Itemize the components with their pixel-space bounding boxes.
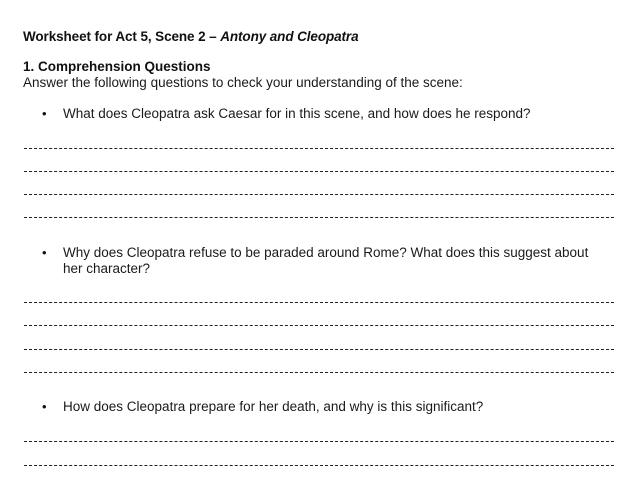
bullet-icon: • [42, 106, 47, 121]
answer-line-q2-3[interactable] [24, 349, 614, 350]
section-heading: 1. Comprehension Questions [23, 59, 211, 74]
question-3: How does Cleopatra prepare for her death, and why is this significant? [63, 399, 484, 414]
question-2: Why does Cleopatra refuse to be paraded around Rome? What does this suggest about her character? [63, 245, 589, 276]
answer-line-q1-1[interactable] [24, 148, 614, 149]
answer-line-q1-4[interactable] [24, 217, 614, 218]
answer-line-q1-3[interactable] [24, 194, 614, 195]
answer-line-q2-4[interactable] [24, 372, 614, 373]
question-1: What does Cleopatra ask Caesar for in this scene, and how does he respond? [63, 106, 531, 121]
worksheet-title [23, 29, 359, 44]
answer-line-q1-2[interactable] [24, 171, 614, 172]
bullet-icon: • [42, 399, 47, 414]
answer-line-q3-1[interactable] [24, 441, 614, 442]
answer-line-q2-1[interactable] [24, 302, 614, 303]
title-prefix: Worksheet for Act 5, Scene 2 – [23, 29, 221, 44]
answer-line-q2-2[interactable] [24, 325, 614, 326]
answer-line-q3-2[interactable] [24, 465, 614, 466]
title-play-name: Antony and Cleopatra [220, 29, 359, 44]
instructions-text: Answer the following questions to check your understanding of the scene: [23, 75, 463, 90]
bullet-icon: • [42, 245, 47, 260]
